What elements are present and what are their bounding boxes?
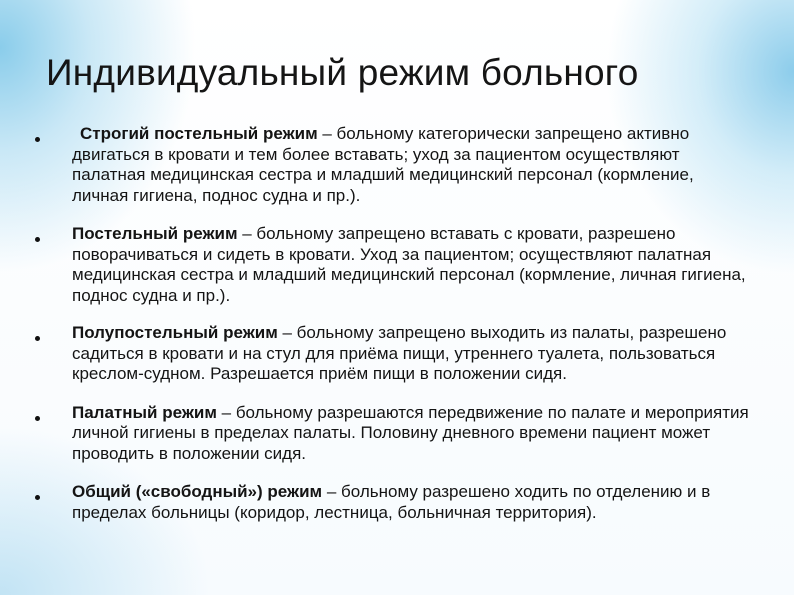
regime-description: – больному разрешаются передвижение по палате и мероприятия личной гигиены в пределах палаты. Половину дневного времени пациент может проводить в положении сидя. xyxy=(72,402,749,463)
bullet-dot-icon xyxy=(35,336,40,341)
bullet-dot-icon xyxy=(35,137,40,142)
bullet-item-strict-bed-rest xyxy=(34,124,754,206)
bullet-item-ward-regime xyxy=(34,403,754,465)
bullet-item-semi-bed-rest xyxy=(34,323,754,385)
regime-term: Строгий постельный режим xyxy=(80,124,318,143)
regime-term: Палатный режим xyxy=(72,402,217,422)
bullet-dot-icon xyxy=(35,495,40,500)
regime-term: Общий («свободный») режим xyxy=(72,482,323,501)
regime-term: Постельный режим xyxy=(72,224,238,243)
regime-description: – больному категорически запрещено активно двигаться в кровати и тем более вставать; уход за пациентом осуществляют палатная медицинская сестра и младший медицинский персонал (кормление, личная гигиена, поднос судна и пр.). xyxy=(72,124,694,205)
regime-description: – больному запрещено выходить из палаты, разрешено садиться в кровати и на стул для приёма пищи, утреннего туалета, пользоваться креслом-судном. Разрешается приём пищи в положении сидя. xyxy=(72,323,727,383)
bullet-list xyxy=(34,124,754,523)
regime-description: – больному запрещено вставать с кровати, разрешено поворачиваться и сидеть в кровати. Уход за пациентом; осуществляют палатная медицинская сестра и младший медицинский персонал (кормление, личная гигиена, поднос судна и пр.). xyxy=(72,224,746,305)
bullet-item-bed-rest xyxy=(34,224,754,306)
bullet-item-general-regime xyxy=(34,482,754,523)
regime-description: – больному разрешено ходить по отделению и в пределах больницы (коридор, лестница, больничная территория). xyxy=(72,482,711,522)
bullet-dot-icon xyxy=(35,237,40,242)
regime-term: Полупостельный режим xyxy=(72,323,278,342)
slide-title: Индивидуальный режим больного xyxy=(46,52,639,93)
bullet-dot-icon xyxy=(35,416,40,421)
bullet-text xyxy=(72,124,694,205)
